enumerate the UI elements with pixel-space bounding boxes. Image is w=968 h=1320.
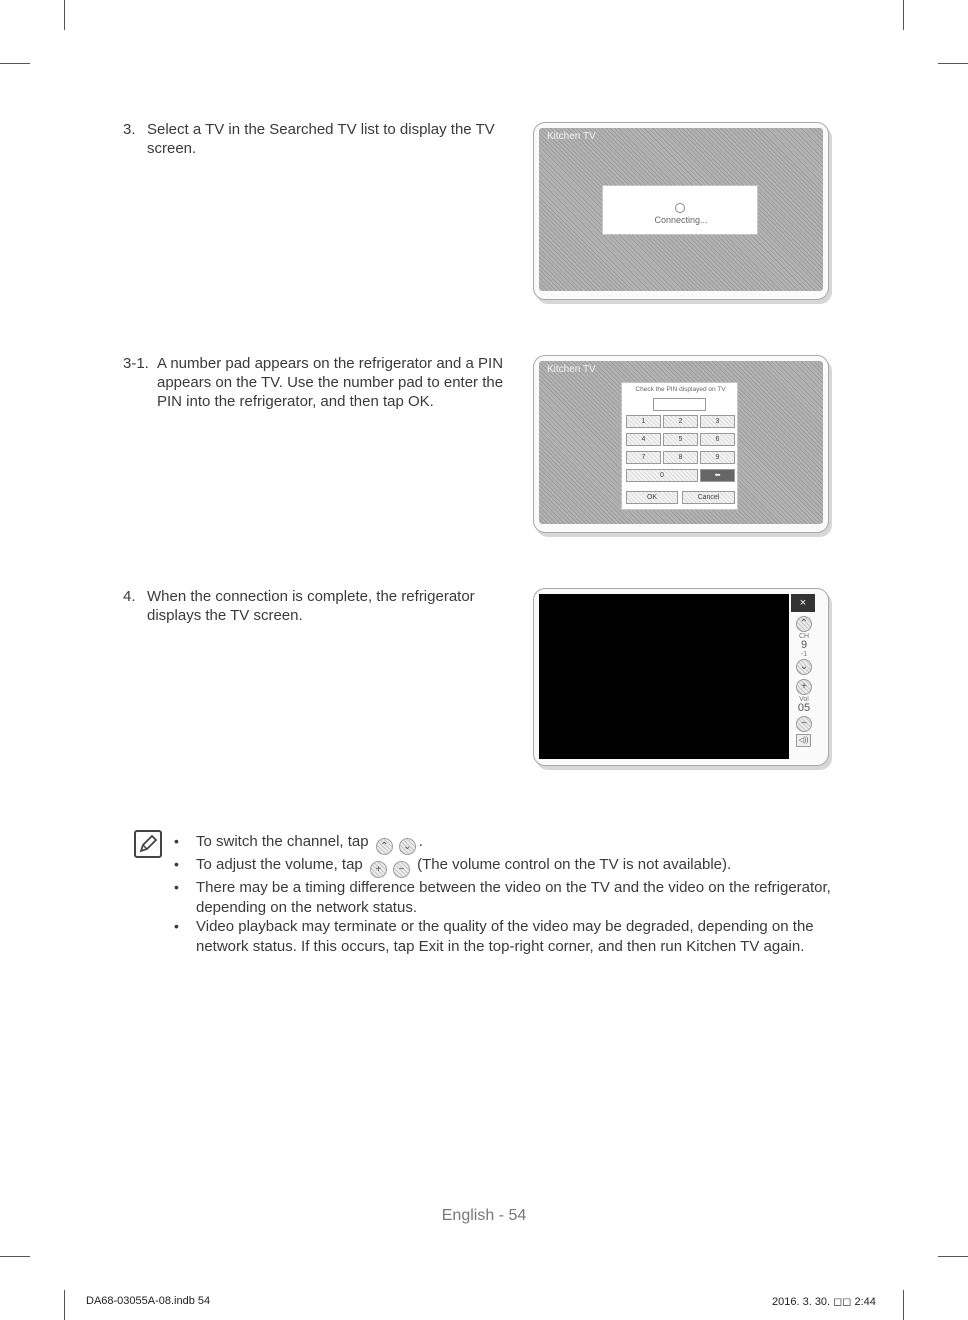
key-4[interactable]: 4 bbox=[626, 433, 661, 446]
step-text: A number pad appears on the refrigerator and a PIN appears on the TV. Use the number pad to enter the PIN into the refrigerator, and then tap OK. bbox=[157, 355, 504, 410]
channel-value: 9 bbox=[800, 639, 808, 651]
mute-button[interactable] bbox=[796, 734, 811, 747]
note-item bbox=[174, 855, 854, 878]
pin-dialog bbox=[621, 382, 738, 510]
step-3 bbox=[123, 120, 513, 158]
pencil-icon bbox=[136, 832, 160, 856]
key-7[interactable]: 7 bbox=[626, 451, 661, 464]
volume-label: Vol bbox=[799, 696, 809, 703]
step-text: When the connection is complete, the refrigerator displays the TV screen. bbox=[147, 588, 475, 624]
pin-screen bbox=[533, 355, 829, 533]
pin-prompt: Check the PIN displayed on TV bbox=[635, 386, 726, 393]
channel-sub: -1 bbox=[800, 651, 808, 658]
key-0[interactable]: 0 bbox=[626, 469, 698, 482]
pin-input[interactable] bbox=[653, 398, 706, 411]
connecting-screen bbox=[533, 122, 829, 300]
volume-up-icon: + bbox=[370, 861, 387, 878]
spinner-icon bbox=[675, 203, 685, 213]
step-number: 4. bbox=[123, 588, 136, 605]
crop-mark bbox=[0, 1256, 30, 1257]
key-5[interactable]: 5 bbox=[663, 433, 698, 446]
note-icon bbox=[134, 830, 162, 858]
volume-down-icon: − bbox=[393, 861, 410, 878]
screen-title: Kitchen TV bbox=[547, 364, 596, 375]
crop-mark bbox=[64, 1290, 65, 1320]
channel-down-icon: ⌄ bbox=[399, 838, 416, 855]
step-number: 3. bbox=[123, 121, 136, 138]
backspace-icon: ⬅ bbox=[714, 472, 721, 479]
channel-down-button[interactable]: ⌄ bbox=[796, 659, 812, 675]
note-text: To adjust the volume, tap bbox=[196, 856, 363, 873]
page-number: English - 54 bbox=[441, 1207, 527, 1224]
notes-list bbox=[174, 832, 854, 956]
step-number: 3-1. bbox=[123, 355, 149, 372]
close-button[interactable]: × bbox=[791, 594, 815, 612]
tv-video bbox=[539, 594, 789, 759]
tv-screen bbox=[533, 588, 829, 766]
backspace-button[interactable] bbox=[700, 469, 735, 482]
connecting-dialog bbox=[602, 185, 758, 235]
screen-background bbox=[539, 361, 823, 524]
key-2[interactable]: 2 bbox=[663, 415, 698, 428]
note-text: To switch the channel, tap bbox=[196, 833, 369, 850]
note-item: • There may be a timing difference between the video on the TV and the video on the refrigerator, depending on the network status. bbox=[174, 878, 854, 917]
step-4 bbox=[123, 587, 513, 625]
connecting-text: Connecting... bbox=[654, 215, 708, 225]
key-9[interactable]: 9 bbox=[700, 451, 735, 464]
volume-down-button[interactable]: − bbox=[796, 716, 812, 732]
ok-button[interactable]: OK bbox=[626, 491, 678, 504]
crop-mark bbox=[938, 63, 968, 64]
crop-mark bbox=[903, 1290, 904, 1320]
key-6[interactable]: 6 bbox=[700, 433, 735, 446]
cancel-button[interactable]: Cancel bbox=[682, 491, 735, 504]
screen-background bbox=[539, 128, 823, 291]
speaker-icon: ◁)) bbox=[798, 737, 809, 744]
screen-title: Kitchen TV bbox=[547, 131, 596, 142]
key-8[interactable]: 8 bbox=[663, 451, 698, 464]
note-item bbox=[174, 832, 854, 855]
step-text: Select a TV in the Searched TV list to display the TV screen. bbox=[147, 121, 495, 157]
date-slug: 2016. 3. 30. ◻◻ 2:44 bbox=[772, 1296, 876, 1308]
key-3[interactable]: 3 bbox=[700, 415, 735, 428]
crop-mark bbox=[64, 0, 65, 30]
file-slug: DA68-03055A-08.indb 54 bbox=[86, 1295, 211, 1307]
key-1[interactable]: 1 bbox=[626, 415, 661, 428]
crop-mark bbox=[903, 0, 904, 30]
channel-label: CH bbox=[798, 633, 810, 640]
step-3-1 bbox=[123, 354, 523, 411]
channel-up-button[interactable]: ⌃ bbox=[796, 616, 812, 632]
volume-up-button[interactable]: + bbox=[796, 679, 812, 695]
channel-up-icon: ⌃ bbox=[376, 838, 393, 855]
note-text: . bbox=[418, 833, 423, 850]
volume-value: 05 bbox=[797, 702, 811, 714]
note-text: (The volume control on the TV is not available). bbox=[417, 856, 732, 873]
note-item: • Video playback may terminate or the quality of the video may be degraded, depending on the network status. If this occurs, tap Exit in the top-right corner, and then run Kitchen TV again. bbox=[174, 917, 854, 956]
crop-mark bbox=[0, 63, 30, 64]
crop-mark bbox=[938, 1256, 968, 1257]
